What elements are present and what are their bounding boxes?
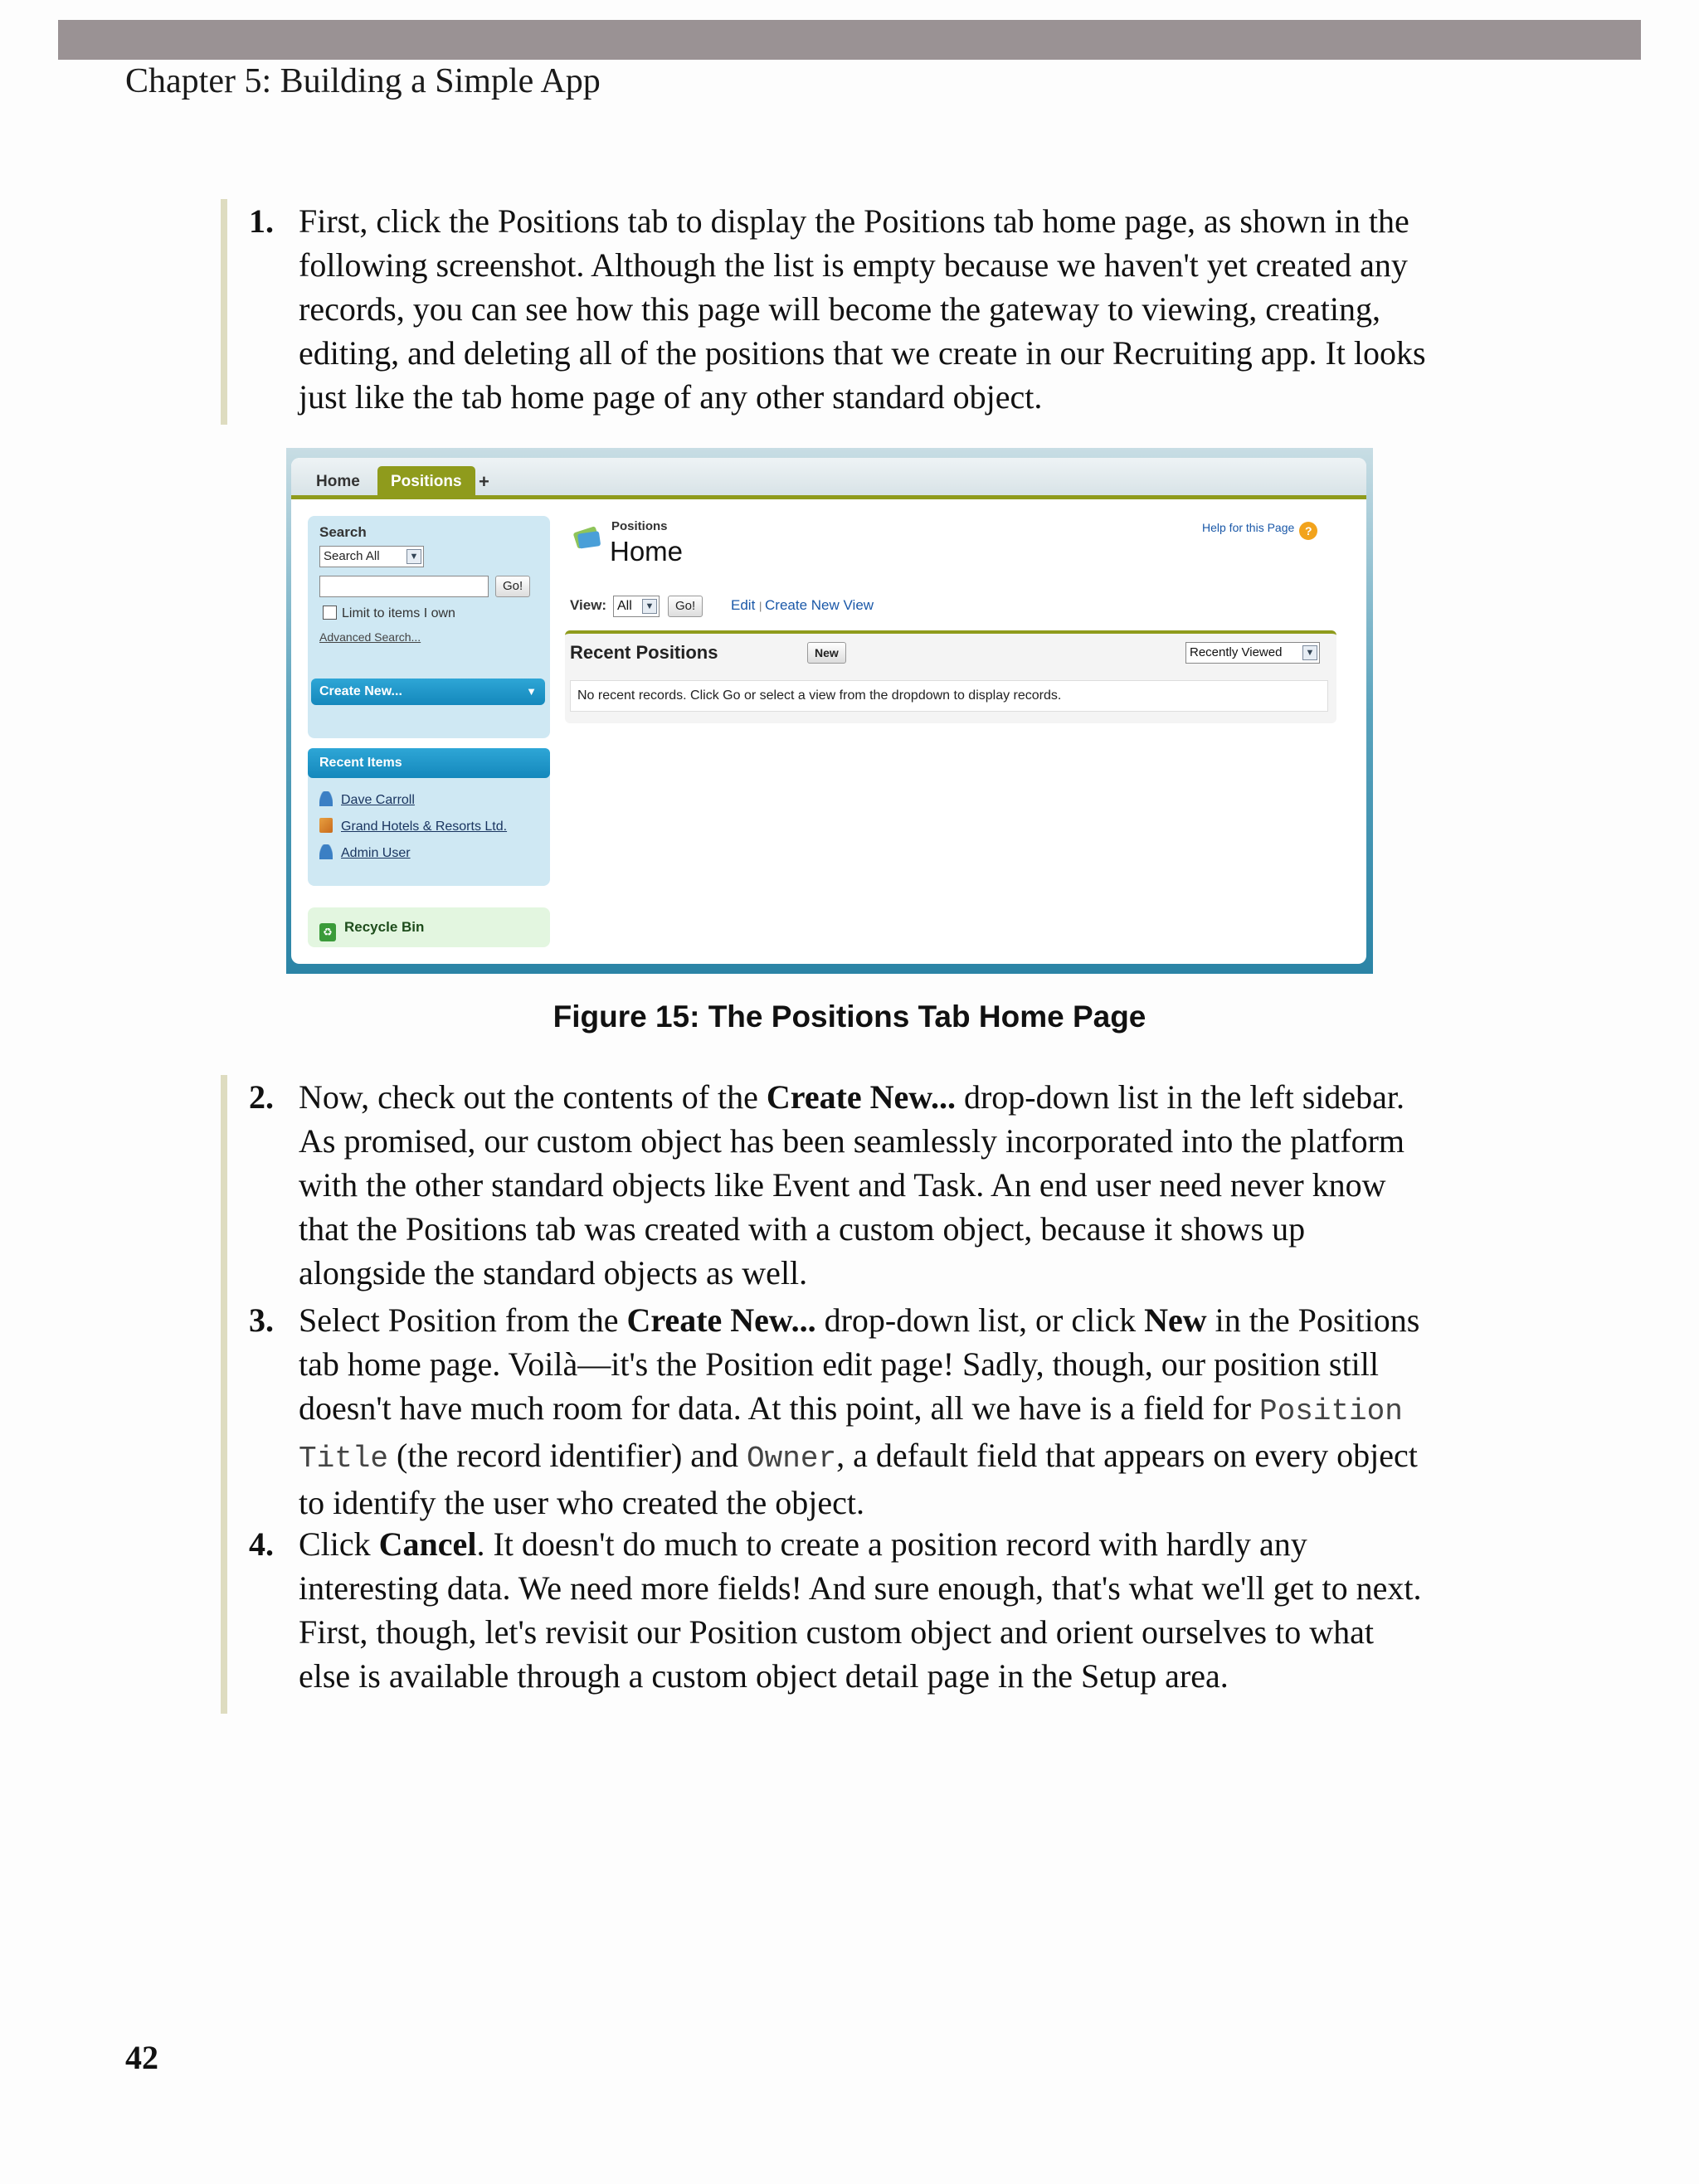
add-tab-icon[interactable]: + — [479, 471, 489, 492]
text-run: drop-down list in the left sidebar. As promised, our custom object has been seamlessly incorporated into the platform with the other standard objects like Event and Task. An end user need never know that the Positions tab was created with a custom object, because it shows up alongside the standard objects as well. — [299, 1078, 1405, 1291]
search-scope-value: Search All — [324, 549, 380, 563]
view-links — [731, 597, 874, 614]
ui-label: Create New... — [626, 1301, 816, 1339]
recent-item-link[interactable]: Grand Hotels & Resorts Ltd. — [341, 820, 508, 834]
view-go-button[interactable]: Go! — [668, 596, 703, 617]
ui-label: New — [1144, 1301, 1207, 1339]
step-number: 2. — [249, 1078, 274, 1116]
page-title: Home — [610, 536, 684, 567]
recycle-bin-icon: ♻ — [319, 923, 336, 941]
step-3 — [249, 1298, 1427, 1525]
ui-label: Create New... — [766, 1078, 956, 1116]
tab-positions[interactable]: Positions — [377, 466, 475, 499]
step-text — [299, 1298, 1427, 1525]
chevron-down-icon: ▼ — [406, 549, 421, 564]
contact-icon — [319, 791, 333, 806]
advanced-search-link[interactable]: Advanced Search... — [319, 630, 421, 644]
new-button[interactable]: New — [807, 642, 846, 664]
code-term: Owner — [747, 1442, 837, 1476]
limit-label: Limit to items I own — [342, 606, 455, 620]
search-panel — [308, 516, 550, 738]
search-scope-select[interactable] — [319, 546, 424, 567]
search-go-button[interactable]: Go! — [495, 576, 530, 597]
chapter-title: Chapter 5: Building a Simple App — [125, 62, 601, 100]
step-1 — [249, 199, 1427, 419]
help-icon: ? — [1299, 522, 1317, 540]
link-separator: | — [759, 600, 766, 612]
positions-screenshot — [286, 448, 1373, 974]
create-new-label: Create New... — [319, 684, 402, 698]
recent-view-select[interactable] — [1185, 642, 1320, 664]
chevron-down-icon: ▼ — [1302, 645, 1317, 660]
account-icon — [319, 818, 333, 833]
text-run: drop-down list, or click — [815, 1301, 1145, 1339]
edit-view-link[interactable]: Edit — [731, 597, 756, 613]
recent-item-link[interactable]: Admin User — [341, 846, 411, 860]
recent-item[interactable] — [319, 818, 507, 834]
step-number: 1. — [249, 202, 274, 240]
view-label: View: — [570, 597, 607, 613]
header-bar — [58, 20, 1641, 60]
search-input[interactable] — [319, 576, 489, 597]
recent-positions-title: Recent Positions — [570, 642, 718, 663]
help-link[interactable] — [1202, 521, 1317, 540]
view-value: All — [617, 599, 632, 613]
app-window — [291, 458, 1366, 964]
tab-bar — [291, 458, 1366, 499]
recent-item-link[interactable]: Dave Carroll — [341, 793, 415, 807]
recent-items-header: Recent Items — [308, 748, 550, 778]
recycle-bin-label: Recycle Bin — [344, 919, 425, 935]
text-run: in the Positions tab home page. Voilà—it's the Position edit page! Sadly, though, our position still doesn't have much room for data. At this point, all we have is a field for — [299, 1301, 1420, 1427]
recycle-bin-link[interactable] — [308, 907, 550, 947]
user-icon — [319, 844, 333, 859]
recent-items-panel — [308, 748, 550, 886]
page-number: 42 — [125, 2039, 158, 2076]
empty-message: No recent records. Click Go or select a view from the dropdown to display records. — [570, 680, 1328, 712]
recent-item[interactable] — [319, 844, 411, 861]
recent-view-value: Recently Viewed — [1190, 645, 1283, 659]
search-label: Search — [319, 524, 367, 540]
positions-tab-icon — [570, 521, 605, 552]
recent-positions-panel — [565, 630, 1336, 723]
help-label: Help for this Page — [1202, 521, 1295, 534]
step-4 — [249, 1522, 1427, 1698]
step-number: 3. — [249, 1301, 274, 1339]
limit-checkbox-row[interactable] — [323, 606, 455, 621]
recent-item[interactable] — [319, 791, 415, 808]
text-run: Select Position from the — [299, 1301, 627, 1339]
text-run: Now, check out the contents of the — [299, 1078, 767, 1116]
step-text — [299, 1075, 1427, 1295]
chevron-down-icon: ▼ — [526, 685, 537, 698]
ui-label: Cancel — [378, 1525, 477, 1563]
chevron-down-icon: ▼ — [642, 599, 657, 614]
limit-checkbox[interactable] — [323, 606, 337, 620]
step-number: 4. — [249, 1525, 274, 1563]
text-run: . It doesn't do much to create a position record with hardly any interesting data. We need more fields! And sure enough, that's what we'll get to next. First, though, let's revisit our Position custom object and orient ourselves to what else is available through a custom object detail page in the Setup area. — [299, 1525, 1422, 1695]
step-2 — [249, 1075, 1427, 1295]
code-term: Position Title — [299, 1394, 1403, 1476]
view-select[interactable] — [613, 596, 660, 617]
text-run: (the record identifier) and — [388, 1437, 747, 1474]
figure-caption: Figure 15: The Positions Tab Home Page — [553, 1000, 1146, 1034]
object-label: Positions — [611, 519, 668, 533]
create-new-dropdown[interactable] — [311, 679, 545, 705]
text-run: , a default field that appears on every object to identify the user who created the object. — [299, 1437, 1418, 1521]
tab-home[interactable]: Home — [316, 473, 360, 490]
create-view-link[interactable]: Create New View — [765, 597, 874, 613]
step-text: First, click the Positions tab to display the Positions tab home page, as shown in the following screenshot. Although the list is empty because we haven't yet created any records, you can see how this page will become the gateway to viewing, creating, editing, and deleting all of the positions that we create in our Recruiting app. It looks just like the tab home page of any other standard object. — [299, 202, 1426, 416]
text-run: Click — [299, 1525, 379, 1563]
step-text — [299, 1522, 1427, 1698]
